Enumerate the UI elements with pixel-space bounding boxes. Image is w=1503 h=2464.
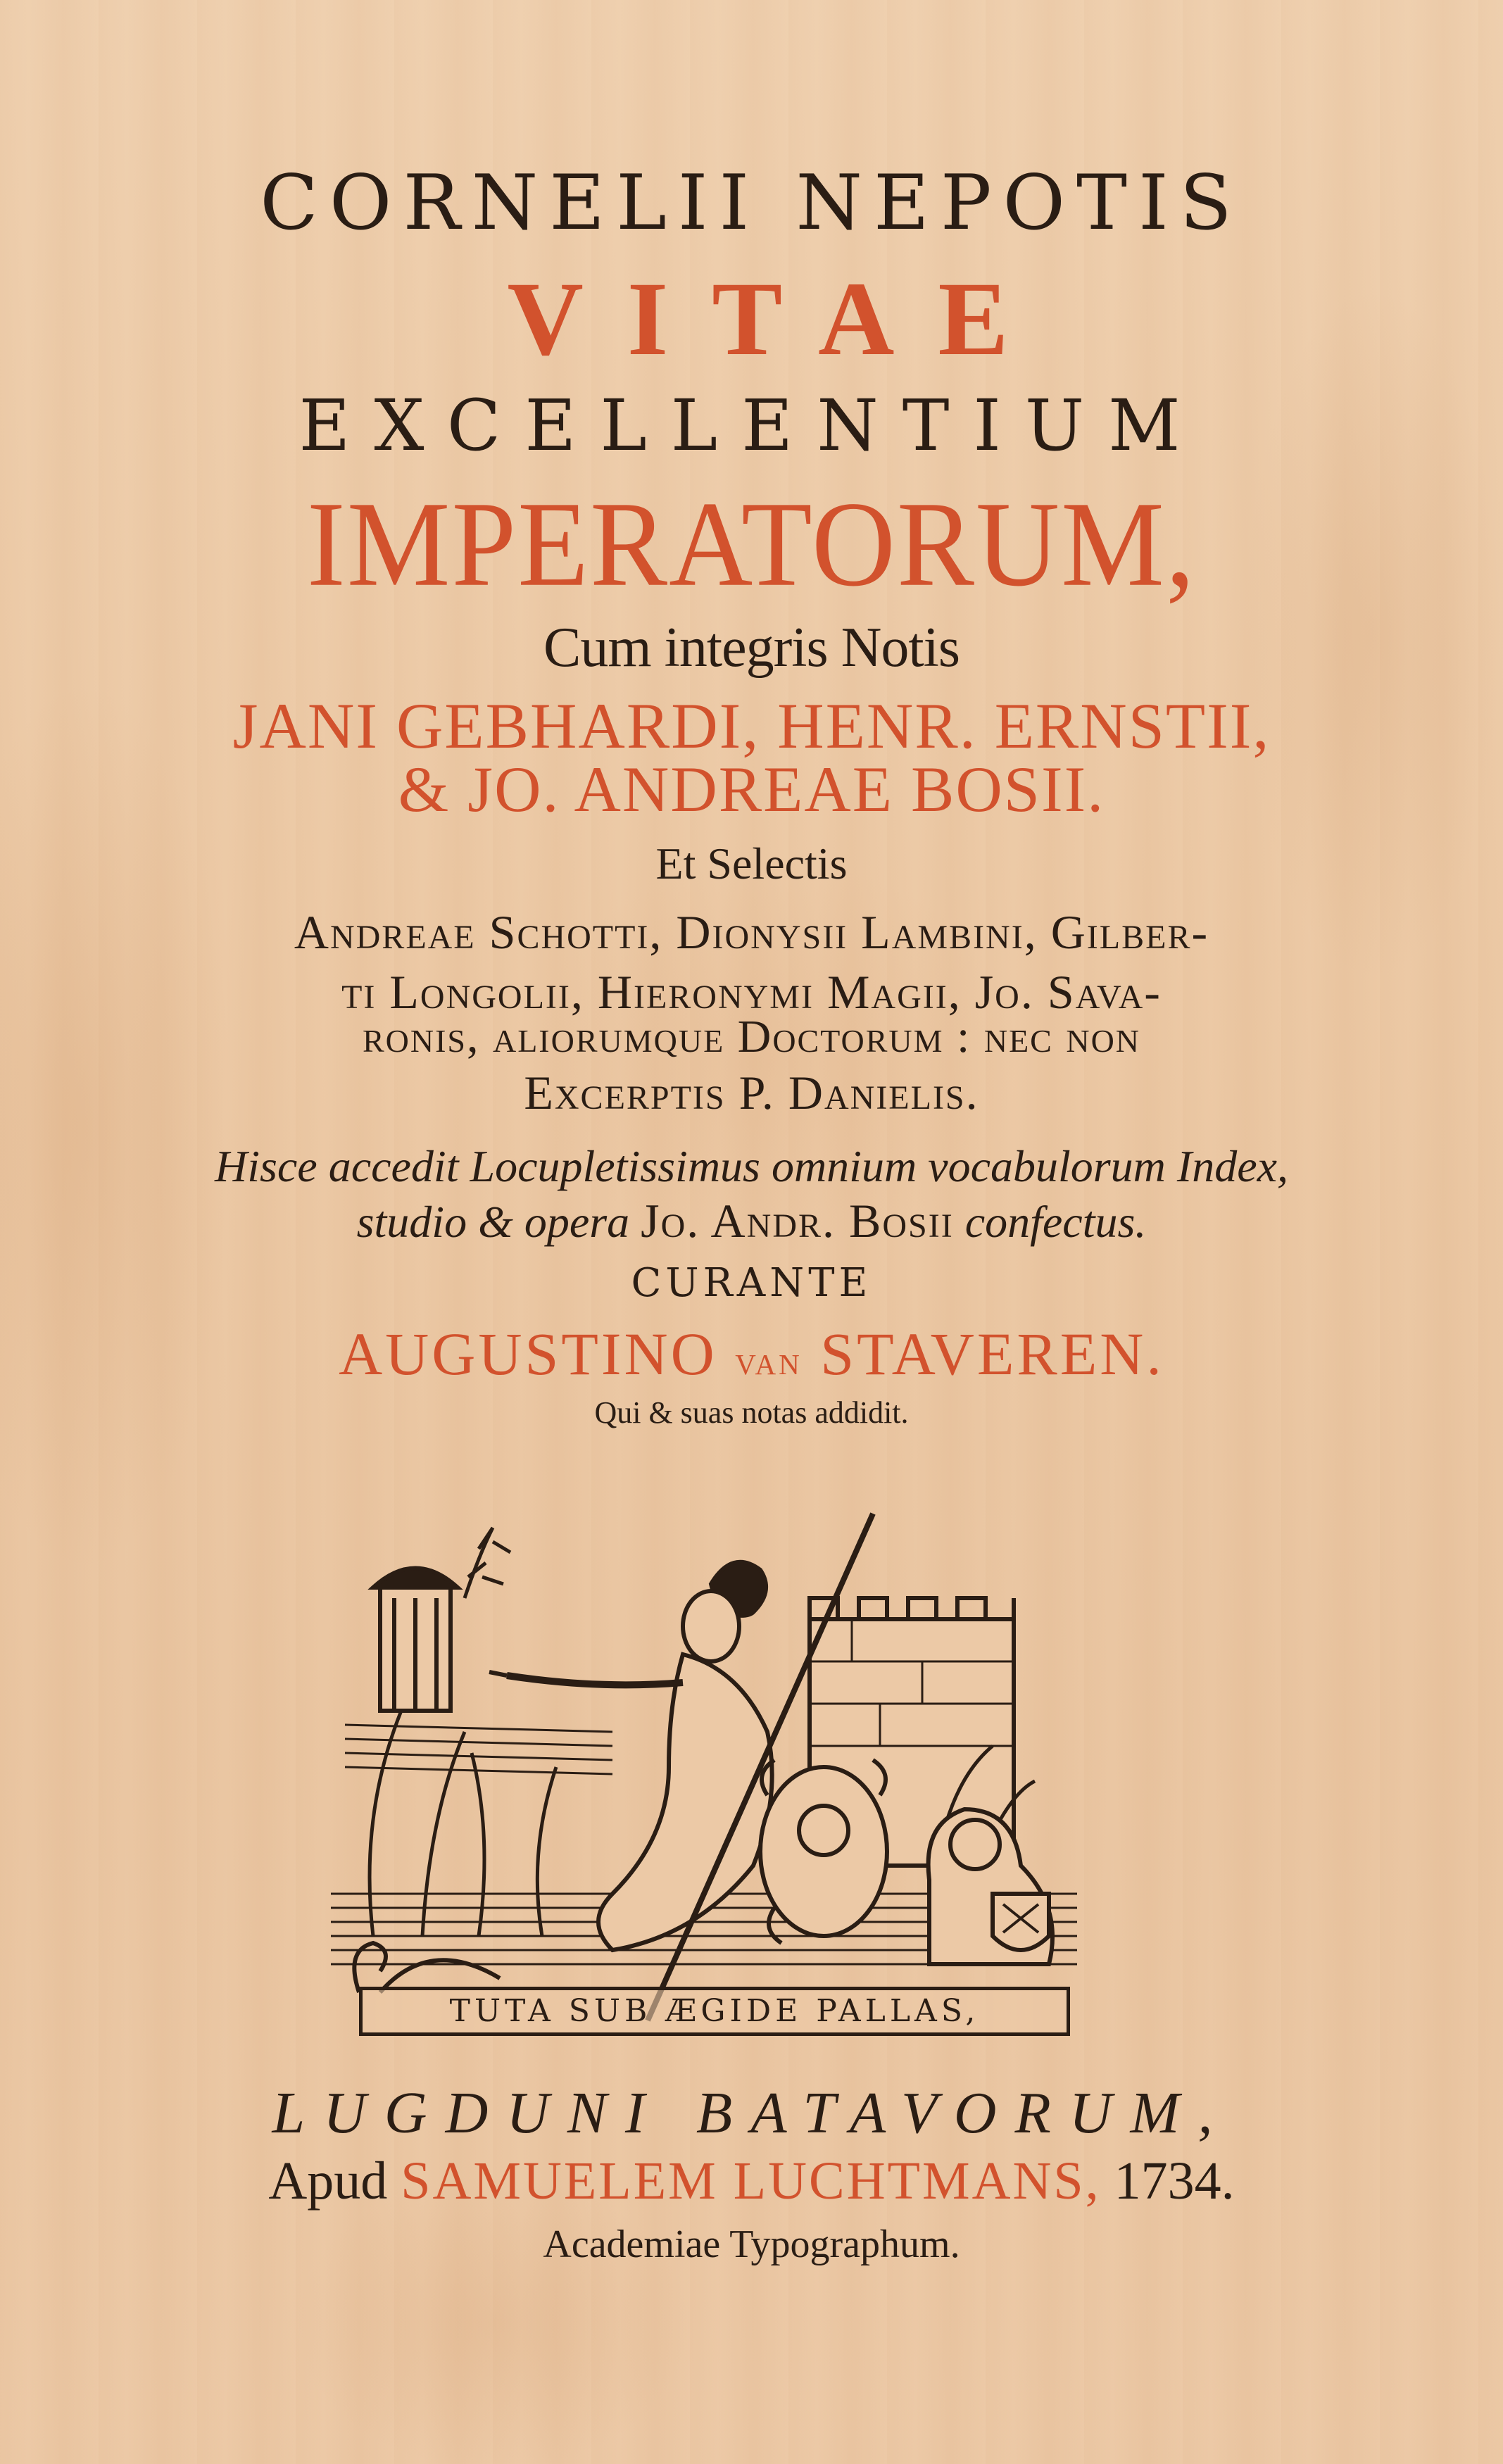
imprint-year: 1734. — [1114, 2151, 1235, 2211]
editor-name-van: van — [735, 1338, 803, 1383]
index-line-1: Hisce accedit Locupletissimus omnium vocabulorum Index, — [214, 1141, 1289, 1191]
imprint-role: Academiae Typographum. — [543, 2223, 960, 2266]
imprint-printer-line — [0, 2151, 1503, 2211]
selected-intro: Et Selectis — [655, 838, 848, 888]
selected-line-4: Excerptis P. Danielis. — [524, 1066, 979, 1119]
author-line: CORNELII NEPOTIS — [260, 159, 1243, 247]
selected-line-2: ti Longolii, Hieronymi Magii, Jo. Sava- — [341, 965, 1162, 1019]
editor-name-b: STAVEREN. — [820, 1320, 1164, 1388]
imprint-place: LUGDUNI BATAVORUM, — [272, 2080, 1231, 2146]
commentators-line-1: JANI GEBHARDI, HENR. ERNSTII, — [232, 690, 1271, 762]
title-excellentium: EXCELLENTIUM — [298, 384, 1205, 467]
notes-intro: Cum integris Notis — [543, 617, 960, 679]
selected-line-1: Andreae Schotti, Dionysii Lambini, Gilber- — [294, 905, 1209, 959]
printers-device-woodcut-icon — [317, 1500, 1098, 2035]
index-line-2 — [0, 1194, 1503, 1247]
curante-label: CURANTE — [631, 1260, 872, 1306]
imprint-apud: Apud — [268, 2151, 388, 2211]
printers-device-motto: TUTA SUB ÆGIDE PALLAS, — [359, 1987, 1070, 2036]
index-line-2-roman: Jo. Andr. Bosii — [641, 1194, 954, 1247]
editor-name — [0, 1320, 1503, 1388]
title-vitae: VITAE — [507, 260, 1052, 377]
title-imperatorum: IMPERATORUM, — [306, 476, 1197, 612]
editor-name-a: AUGUSTINO — [339, 1320, 717, 1388]
index-line-2-italic-a: studio & opera — [356, 1197, 630, 1247]
selected-line-3: ronis, aliorumque Doctorum : nec non — [362, 1011, 1141, 1062]
commentators-line-2: & JO. ANDREAE BOSII. — [398, 753, 1105, 825]
imprint-printer: SAMUELEM LUCHTMANS, — [401, 2151, 1101, 2211]
index-line-2-italic-b: confectus. — [964, 1197, 1147, 1247]
editor-note: Qui & suas notas addidit. — [594, 1395, 909, 1430]
